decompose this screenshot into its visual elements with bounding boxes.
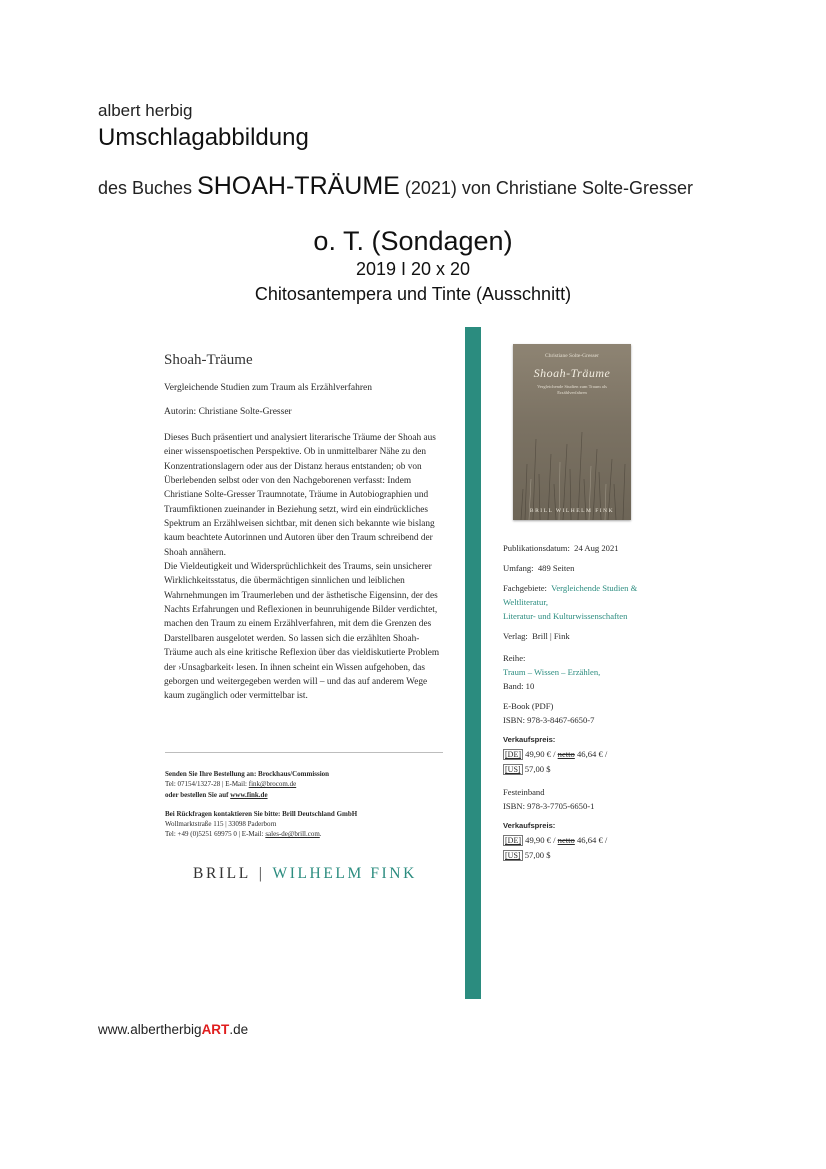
flyer-subtitle: Vergleichende Studien zum Traum als Erzählverfahren bbox=[164, 383, 372, 393]
questions-tel: Tel: +49 (0)5251 69975 0 | E-Mail: bbox=[165, 830, 266, 839]
cover-publisher: BRILL WILHELM FINK bbox=[529, 508, 615, 514]
email-end: . bbox=[319, 830, 322, 839]
pages-label: Umfang: bbox=[503, 563, 534, 573]
book-subline bbox=[98, 172, 693, 201]
book-cover-image bbox=[513, 344, 631, 520]
de-code: [DE] bbox=[505, 750, 521, 759]
logo-fink: WILHELM FINK bbox=[272, 865, 417, 882]
field-link-2[interactable]: Literatur- und Kulturwissenschaften bbox=[503, 611, 628, 621]
flyer-author: Autorin: Christiane Solte-Gresser bbox=[164, 407, 292, 417]
series-volume: Band: 10 bbox=[503, 681, 535, 691]
ebook-label: E-Book (PDF) bbox=[503, 701, 554, 711]
artist-name: albert herbig bbox=[98, 101, 193, 120]
footer-website-link[interactable] bbox=[98, 1022, 248, 1037]
publisher-value: Brill | Fink bbox=[532, 631, 570, 641]
subline-pre: des Buches bbox=[98, 178, 198, 198]
sales-email-link[interactable]: sales-de@brill.com bbox=[265, 830, 320, 839]
pub-date-row bbox=[503, 541, 653, 555]
hardcover-label: Festeinband bbox=[503, 787, 545, 797]
flyer-description-1: Dieses Buch präsentiert und analysiert literarische Träume der Shoah aus einer wissenspoetischen Perspektive. Ob in unmittelbarer Nähe zu den Konzentrationslagern oder aus der Distanz heraus entstanden; ob von Überlebenden selbst oder von den Nachgeborenen verfasst: Indem Christiane Solte-Gresser Traumnotate, Träume in Autobiographien und Traumfiktionen zueinander in Beziehung setzt, wird ein eindrückliches Spektrum an Erzählweisen sichtbar, mit denen sich bekannte wie bislang kaum beachtete Autorinnen und Autoren über den Traum schreibend der Shoah annähern. bbox=[164, 433, 436, 558]
flyer-left-column bbox=[164, 352, 446, 704]
netto-price: 46,64 € / bbox=[576, 749, 608, 759]
page-heading: Umschlagabbildung bbox=[98, 124, 309, 151]
hardcover-price-us bbox=[503, 848, 653, 863]
divider bbox=[165, 752, 443, 753]
pub-date-value: 24 Aug 2021 bbox=[574, 543, 619, 553]
pub-date-label: Publikationsdatum: bbox=[503, 543, 570, 553]
us-code: [US] bbox=[505, 851, 521, 860]
contact-block bbox=[165, 769, 450, 840]
order-web-pre: oder bestellen Sie auf bbox=[165, 790, 231, 799]
series-label: Reihe: bbox=[503, 653, 526, 663]
order-web-line bbox=[165, 790, 450, 800]
address: Wollmarktstraße 115 | 33098 Paderborn bbox=[165, 820, 277, 829]
book-flyer bbox=[150, 327, 660, 999]
flyer-book-title: Shoah-Träume bbox=[164, 352, 253, 368]
us-code: [US] bbox=[505, 765, 521, 774]
publisher-label: Verlag: bbox=[503, 631, 528, 641]
footer-highlight: ART bbox=[201, 1022, 230, 1037]
us-price: 57,00 $ bbox=[524, 850, 551, 860]
order-contact-line bbox=[165, 779, 450, 789]
order-heading: Senden Sie Ihre Bestellung an: Brockhaus/Commission bbox=[165, 770, 330, 778]
questions-contact-line bbox=[165, 829, 450, 839]
questions-heading: Bei Rückfragen kontaktieren Sie bitte: Brill Deutschland GmbH bbox=[165, 809, 358, 818]
cover-title: Shoah-Träume bbox=[533, 366, 611, 380]
logo-brill: BRILL bbox=[193, 865, 251, 882]
hardcover-price-label: Verkaufspreis: bbox=[503, 821, 556, 830]
artwork-meta: 2019 I 20 x 20 bbox=[355, 259, 471, 279]
fields-row bbox=[503, 581, 653, 609]
logo-separator: | bbox=[258, 865, 265, 882]
hardcover-isbn: ISBN: 978-3-7705-6650-1 bbox=[503, 801, 595, 811]
ebook-price-us bbox=[503, 762, 653, 777]
fields-label: Fachgebiete: bbox=[503, 583, 547, 593]
netto-label: netto bbox=[557, 749, 575, 759]
de-price: 49,90 € / bbox=[525, 749, 556, 759]
cover-author: Christiane Solte-Gresser bbox=[545, 353, 599, 359]
us-price: 57,00 $ bbox=[524, 764, 551, 774]
book-details bbox=[503, 541, 653, 863]
artwork-title: o. T. (Sondagen) bbox=[313, 226, 513, 256]
de-code: [DE] bbox=[505, 836, 521, 845]
netto-label: netto bbox=[557, 835, 575, 845]
ebook-isbn: ISBN: 978-3-8467-6650-7 bbox=[503, 715, 595, 725]
pages-row bbox=[503, 561, 653, 575]
ebook-price-label: Verkaufspreis: bbox=[503, 735, 556, 744]
order-tel: Tel: 07154/1327-28 | E-Mail: bbox=[165, 780, 249, 789]
order-email-link[interactable]: fink@brocom.de bbox=[248, 780, 297, 789]
hardcover-price-de bbox=[503, 833, 653, 848]
subline-post: (2021) von Christiane Solte-Gresser bbox=[399, 178, 693, 198]
de-price: 49,90 € / bbox=[525, 835, 556, 845]
book-title-caps: SHOAH-TRÄUME bbox=[197, 172, 400, 200]
footer-pre: www.albertherbig bbox=[98, 1022, 202, 1037]
artwork-technique: Chitosantempera und Tinte (Ausschnitt) bbox=[254, 284, 572, 304]
teal-vertical-bar bbox=[465, 327, 481, 999]
pages-value: 489 Seiten bbox=[537, 563, 575, 573]
cover-subtitle: Vergleichende Studien zum Traum als Erzählverfahren bbox=[537, 384, 607, 395]
order-web-link[interactable]: www.fink.de bbox=[230, 790, 268, 799]
publisher-row bbox=[503, 629, 653, 643]
flyer-description-2: Die Vieldeutigkeit und Widersprüchlichkeit des Traums, sein unsicherer Wirklichkeitsstatus, die übermächtigen sinnlichen und leiblichen Wahrnehmungen im Traumerleben und der ästhetische Eigensinn, der des Nachts Erfahrungen und Reflexionen in beunruhigende Bilder verdichtet, machen den Traum zu einem Erzählverfahren, mit dem die Grenzen des Darstellbaren ausgelotet werden. So lassen sich die erzählten Shoah-Träume auch als eine kritische Reflexion über das vieldiskutierte Problem der ›Unsagbarkeit‹ lesen. In ihnen scheint ein Wissen aufgehoben, das geborgen und weitergegeben werden will – und das auf anderem Wege kaum zugänglich oder vermittelbar ist. bbox=[164, 562, 440, 702]
series-link[interactable]: Traum – Wissen – Erzählen, bbox=[503, 667, 601, 677]
field-link-1[interactable]: Vergleichende Studien & Weltliteratur, bbox=[503, 583, 638, 607]
footer-post: .de bbox=[229, 1022, 249, 1037]
ebook-price-de bbox=[503, 747, 653, 762]
netto-price: 46,64 € / bbox=[576, 835, 608, 845]
publisher-logo bbox=[193, 865, 417, 883]
